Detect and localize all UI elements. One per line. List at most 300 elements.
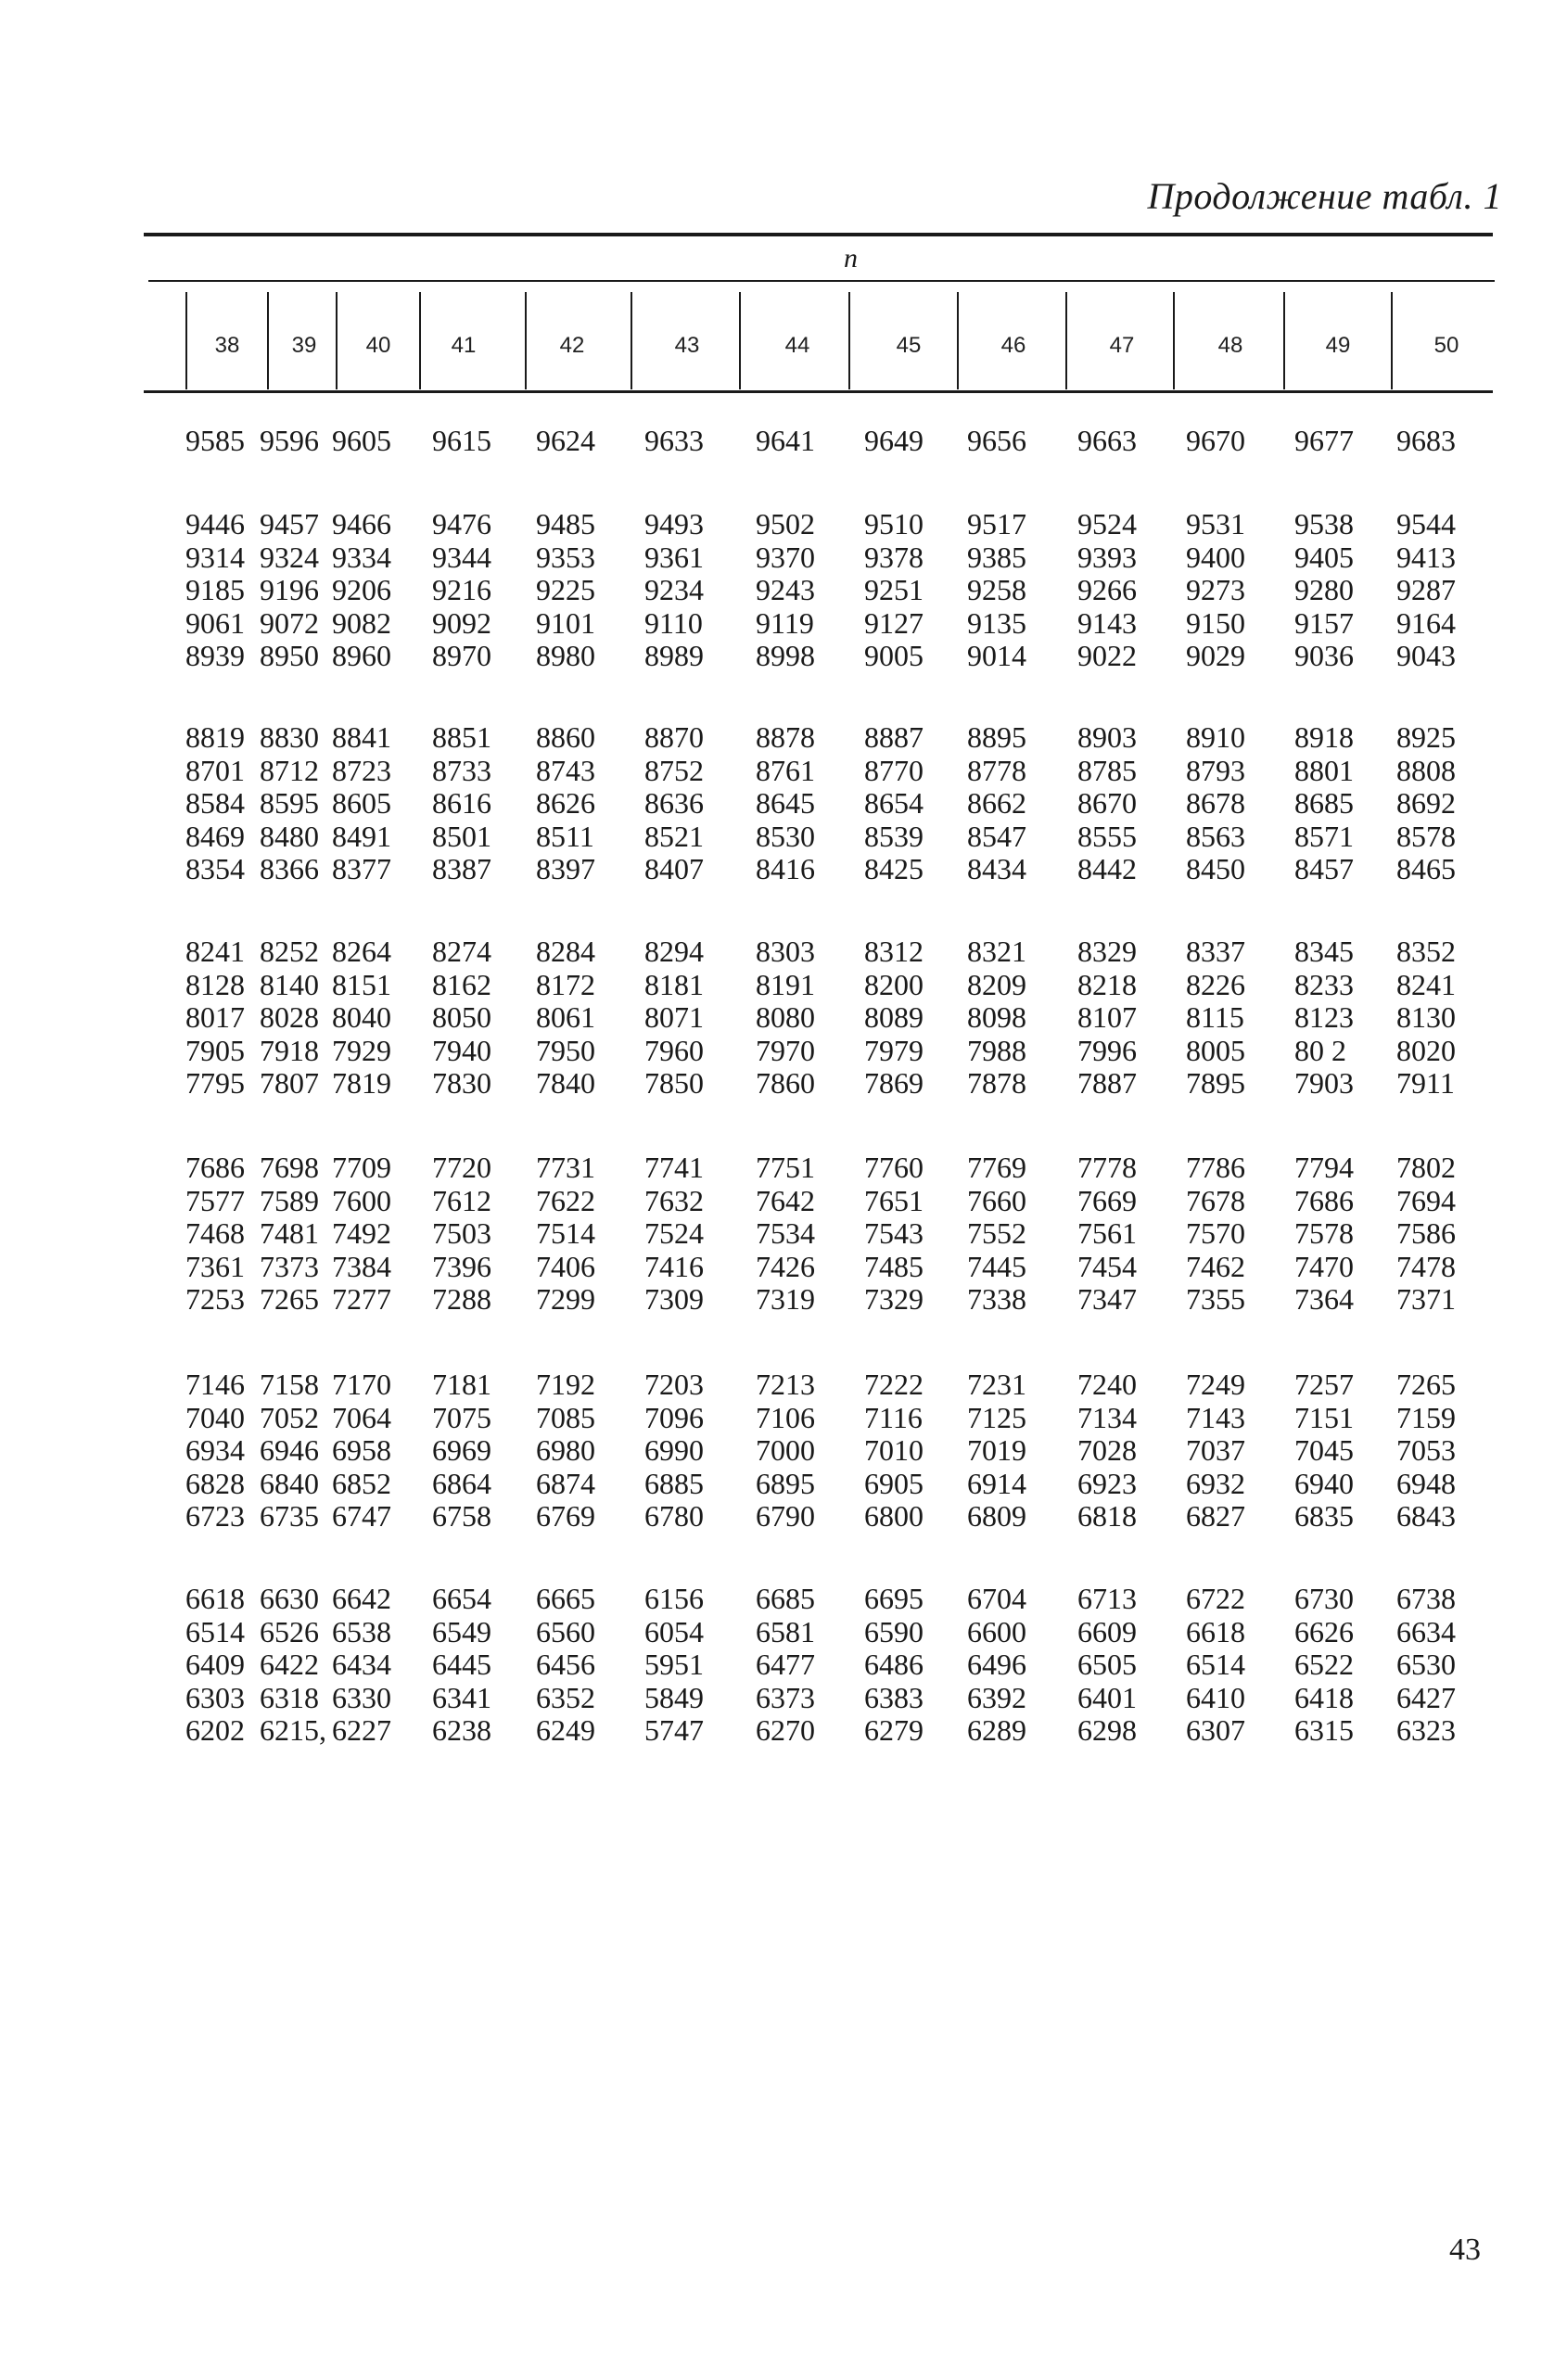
- table-cell: 6730: [1294, 1582, 1354, 1615]
- table-cell: 7589: [260, 1183, 319, 1217]
- table-row: [0, 574, 1567, 607]
- table-cell: 6383: [864, 1680, 924, 1714]
- table-row: [0, 1648, 1567, 1682]
- table-cell: 7019: [967, 1433, 1026, 1467]
- table-cell: 6505: [1077, 1648, 1137, 1681]
- table-cell: 6895: [756, 1466, 815, 1500]
- table-cell: 6738: [1396, 1582, 1456, 1615]
- table-cell: 8785: [1077, 753, 1137, 787]
- table-cell: 8040: [332, 1000, 391, 1034]
- table-cell: 7010: [864, 1433, 924, 1467]
- table-cell: 8841: [332, 720, 391, 754]
- header-divider-rule: [148, 280, 1495, 282]
- table-cell: 9683: [1396, 424, 1456, 457]
- table-cell: 9378: [864, 540, 924, 574]
- table-cell: 9225: [536, 573, 595, 606]
- table-cell: 7651: [864, 1183, 924, 1217]
- table-cell: 8530: [756, 819, 815, 853]
- table-cell: 9393: [1077, 540, 1137, 574]
- table-cell: 6456: [536, 1648, 595, 1681]
- table-cell: 9234: [644, 573, 704, 606]
- column-header: 38: [214, 333, 240, 358]
- header-column-divider: [848, 292, 850, 389]
- table-cell: 6665: [536, 1582, 595, 1615]
- table-cell: 6940: [1294, 1466, 1354, 1500]
- table-cell: 6279: [864, 1713, 924, 1747]
- table-cell: 9531: [1186, 507, 1245, 541]
- table-cell: 7960: [644, 1033, 704, 1067]
- table-cell: 9127: [864, 605, 924, 640]
- table-cell: 7288: [432, 1282, 491, 1316]
- header-column-divider: [739, 292, 741, 389]
- table-cell: 9413: [1396, 540, 1456, 574]
- table-cell: 6618: [185, 1582, 245, 1615]
- table-cell: 6486: [864, 1648, 924, 1681]
- table-cell: 6318: [260, 1680, 319, 1714]
- table-cell: 9314: [185, 540, 245, 574]
- column-header: 40: [365, 333, 391, 358]
- table-cell: 6298: [1077, 1713, 1137, 1747]
- table-cell: 7503: [432, 1216, 491, 1250]
- table-cell: 7786: [1186, 1151, 1245, 1184]
- table-cell: 5849: [644, 1680, 704, 1714]
- table-cell: 9258: [967, 573, 1026, 606]
- table-cell: 9677: [1294, 424, 1354, 457]
- table-cell: 6514: [1186, 1648, 1245, 1681]
- table-cell: 8123: [1294, 1000, 1354, 1034]
- table-cell: 7053: [1396, 1433, 1456, 1467]
- column-group-label: n: [844, 243, 858, 274]
- table-row: [0, 1185, 1567, 1218]
- table-cell: 9119: [756, 605, 814, 640]
- table-cell: 7905: [185, 1033, 245, 1067]
- table-cell: 6685: [756, 1582, 815, 1615]
- table-cell: 7329: [864, 1282, 924, 1316]
- table-cell: 8939: [185, 639, 245, 672]
- table-cell: 7807: [260, 1066, 319, 1100]
- table-cell: 7586: [1396, 1216, 1456, 1250]
- table-cell: 7578: [1294, 1216, 1354, 1250]
- table-cell: 8723: [332, 753, 391, 787]
- table-cell: 6581: [756, 1614, 815, 1648]
- table-cell: 6642: [332, 1582, 391, 1615]
- table-cell: 7170: [332, 1368, 391, 1401]
- row-group: [0, 1152, 1567, 1317]
- table-cell: 6307: [1186, 1713, 1245, 1747]
- table-row: [0, 1001, 1567, 1035]
- table-cell: 7751: [756, 1151, 815, 1184]
- table-cell: 8793: [1186, 753, 1245, 787]
- table-cell: 7462: [1186, 1249, 1245, 1283]
- table-cell: 9266: [1077, 573, 1137, 606]
- table-row: [0, 1035, 1567, 1068]
- table-cell: 8571: [1294, 819, 1354, 853]
- table-cell: 7660: [967, 1183, 1026, 1217]
- table-cell: 8903: [1077, 720, 1137, 754]
- table-cell: 8130: [1396, 1000, 1456, 1034]
- table-cell: 9510: [864, 507, 924, 541]
- table-cell: 8366: [260, 852, 319, 885]
- table-cell: 6514: [185, 1614, 245, 1648]
- table-cell: 8416: [756, 852, 815, 885]
- table-cell: 6373: [756, 1680, 815, 1714]
- table-cell: 8925: [1396, 720, 1456, 754]
- table-cell: 6874: [536, 1466, 595, 1500]
- table-cell: 8539: [864, 819, 924, 853]
- table-cell: 6227: [332, 1713, 391, 1747]
- table-cell: 6818: [1077, 1499, 1137, 1533]
- table-cell: 7709: [332, 1151, 391, 1184]
- table-row: [0, 1402, 1567, 1435]
- table-cell: 7577: [185, 1183, 245, 1217]
- table-row: [0, 607, 1567, 641]
- table-cell: 7869: [864, 1066, 924, 1100]
- table-cell: 9110: [644, 605, 703, 640]
- table-cell: 6530: [1396, 1648, 1456, 1681]
- table-cell: 9544: [1396, 507, 1456, 541]
- table-cell: 8442: [1077, 852, 1137, 885]
- table-cell: 6289: [967, 1713, 1026, 1747]
- table-cell: 8450: [1186, 852, 1245, 885]
- table-cell: 7918: [260, 1033, 319, 1067]
- table-cell: 5951: [644, 1648, 704, 1681]
- header-column-divider: [185, 292, 187, 389]
- table-cell: 6341: [432, 1680, 491, 1714]
- table-cell: 6735: [260, 1499, 319, 1533]
- table-cell: 7052: [260, 1400, 319, 1434]
- table-cell: 9101: [536, 605, 595, 640]
- table-cell: 8377: [332, 852, 391, 885]
- table-cell: 8778: [967, 753, 1026, 787]
- table-row: [0, 1217, 1567, 1251]
- table-cell: 8870: [644, 720, 704, 754]
- table-cell: 8050: [432, 1000, 491, 1034]
- table-cell: 9633: [644, 424, 704, 457]
- table-cell: 9641: [756, 424, 815, 457]
- column-header: 39: [291, 333, 317, 358]
- table-cell: 6780: [644, 1499, 704, 1533]
- table-cell: 7040: [185, 1400, 245, 1434]
- table-cell: 5747: [644, 1713, 704, 1747]
- table-cell: 6352: [536, 1680, 595, 1714]
- table-cell: 6758: [432, 1499, 491, 1533]
- table-cell: 7819: [332, 1066, 391, 1100]
- column-header: 45: [896, 333, 922, 358]
- table-cell: 9082: [332, 605, 391, 640]
- table-cell: 6843: [1396, 1499, 1456, 1533]
- table-cell: 7600: [332, 1183, 391, 1217]
- table-cell: 8860: [536, 720, 595, 754]
- table-cell: 7454: [1077, 1249, 1137, 1283]
- table-cell: 7213: [756, 1368, 815, 1401]
- table-cell: 8352: [1396, 935, 1456, 968]
- table-cell: 7996: [1077, 1033, 1137, 1067]
- table-cell: 6923: [1077, 1466, 1137, 1500]
- table-row: [0, 1368, 1567, 1402]
- table-cell: 9157: [1294, 605, 1354, 640]
- table-cell: 7355: [1186, 1282, 1245, 1316]
- table-cell: 8950: [260, 639, 319, 672]
- table-cell: 7265: [1396, 1368, 1456, 1401]
- table-cell: 6238: [432, 1713, 491, 1747]
- row-group: [0, 935, 1567, 1101]
- table-cell: 6828: [185, 1466, 245, 1500]
- table-cell: 6392: [967, 1680, 1026, 1714]
- table-cell: 8061: [536, 1000, 595, 1034]
- table-cell: 9538: [1294, 507, 1354, 541]
- table-cell: 7309: [644, 1282, 704, 1316]
- table-cell: 6409: [185, 1648, 245, 1681]
- table-cell: 7361: [185, 1249, 245, 1283]
- table-cell: 7632: [644, 1183, 704, 1217]
- table-cell: 9196: [260, 573, 319, 606]
- table-cell: 9385: [967, 540, 1026, 574]
- table-row: [0, 969, 1567, 1002]
- table-row: [0, 1434, 1567, 1468]
- table-row: [0, 1500, 1567, 1534]
- table-row: [0, 640, 1567, 673]
- table-cell: 6418: [1294, 1680, 1354, 1714]
- table-cell: 6934: [185, 1433, 245, 1467]
- table-cell: 7231: [967, 1368, 1026, 1401]
- table-cell: 9061: [185, 605, 245, 640]
- table-row: [0, 508, 1567, 541]
- table-cell: 6914: [967, 1466, 1026, 1500]
- table-cell: 8770: [864, 753, 924, 787]
- table-cell: 9466: [332, 507, 391, 541]
- table-cell: 8098: [967, 1000, 1026, 1034]
- table-cell: 9670: [1186, 424, 1245, 457]
- table-cell: 8980: [536, 639, 595, 672]
- table-cell: 9324: [260, 540, 319, 574]
- table-cell: 9164: [1396, 605, 1456, 640]
- table-row: [0, 935, 1567, 969]
- table-cell: 8662: [967, 786, 1026, 820]
- table-cell: 6723: [185, 1499, 245, 1533]
- table-cell: 6747: [332, 1499, 391, 1533]
- table-cell: 6202: [185, 1713, 245, 1747]
- table-cell: 7416: [644, 1249, 704, 1283]
- table-cell: 8005: [1186, 1033, 1245, 1067]
- table-cell: 9585: [185, 424, 245, 457]
- table-row: [0, 425, 1567, 458]
- table-cell: 9457: [260, 507, 319, 541]
- table-cell: 6522: [1294, 1648, 1354, 1681]
- row-group: [0, 508, 1567, 673]
- table-cell: 8480: [260, 819, 319, 853]
- table-cell: 6330: [332, 1680, 391, 1714]
- table-cell: 8595: [260, 786, 319, 820]
- table-cell: 6864: [432, 1466, 491, 1500]
- table-cell: 8140: [260, 967, 319, 1001]
- table-cell: 6249: [536, 1713, 595, 1747]
- table-cell: 9251: [864, 573, 924, 606]
- table-cell: 9353: [536, 540, 595, 574]
- table-cell: 9344: [432, 540, 491, 574]
- table-cell: 6600: [967, 1614, 1026, 1648]
- table-cell: 8808: [1396, 753, 1456, 787]
- table-cell: 6626: [1294, 1614, 1354, 1648]
- table-cell: 6609: [1077, 1614, 1137, 1648]
- table-top-rule: [144, 233, 1493, 236]
- table-cell: 8080: [756, 1000, 815, 1034]
- column-header: 41: [451, 333, 477, 358]
- table-cell: 8654: [864, 786, 924, 820]
- table-row: [0, 1682, 1567, 1715]
- table-cell: 9022: [1077, 639, 1137, 672]
- table-cell: 8878: [756, 720, 815, 754]
- table-cell: 6156: [644, 1582, 704, 1615]
- table-caption: Продолжение табл. 1: [1147, 175, 1502, 217]
- row-group: [0, 1583, 1567, 1748]
- table-row: [0, 787, 1567, 821]
- table-cell: 8329: [1077, 935, 1137, 968]
- table-cell: 8547: [967, 819, 1026, 853]
- table-cell: 8209: [967, 967, 1026, 1001]
- table-row: [0, 755, 1567, 788]
- table-cell: 7622: [536, 1183, 595, 1217]
- table-cell: 9361: [644, 540, 704, 574]
- table-cell: 7988: [967, 1033, 1026, 1067]
- table-cell: 6852: [332, 1466, 391, 1500]
- table-cell: 6496: [967, 1648, 1026, 1681]
- table-cell: 7686: [185, 1151, 245, 1184]
- table-cell: 8743: [536, 753, 595, 787]
- table-row: [0, 721, 1567, 755]
- table-cell: 7426: [756, 1249, 815, 1283]
- table-cell: 9624: [536, 424, 595, 457]
- header-column-divider: [1283, 292, 1285, 389]
- table-cell: 8107: [1077, 1000, 1137, 1034]
- table-cell: 7940: [432, 1033, 491, 1067]
- table-cell: 8712: [260, 753, 319, 787]
- table-cell: 8407: [644, 852, 704, 885]
- table-cell: 8830: [260, 720, 319, 754]
- table-cell: 8337: [1186, 935, 1245, 968]
- table-cell: 7552: [967, 1216, 1026, 1250]
- table-cell: 7895: [1186, 1066, 1245, 1100]
- table-cell: 7524: [644, 1216, 704, 1250]
- table-cell: 7642: [756, 1183, 815, 1217]
- table-cell: 7192: [536, 1368, 595, 1401]
- page-number: 43: [1449, 2233, 1481, 2267]
- table-cell: 7299: [536, 1282, 595, 1316]
- table-cell: 9502: [756, 507, 815, 541]
- table-row: [0, 1714, 1567, 1748]
- table-cell: 6477: [756, 1648, 815, 1681]
- table-cell: 9014: [967, 639, 1026, 672]
- column-header: 46: [1000, 333, 1026, 358]
- table-cell: 8397: [536, 852, 595, 885]
- table-cell: 9649: [864, 424, 924, 457]
- table-cell: 8970: [432, 639, 491, 672]
- table-cell: 6840: [260, 1466, 319, 1500]
- table-cell: 7769: [967, 1151, 1026, 1184]
- row-group: [0, 1368, 1567, 1534]
- table-cell: 6835: [1294, 1499, 1354, 1533]
- table-cell: 6323: [1396, 1713, 1456, 1747]
- table-cell: 7950: [536, 1033, 595, 1067]
- table-cell: 8457: [1294, 852, 1354, 885]
- table-cell: 9273: [1186, 573, 1245, 606]
- table-cell: 9334: [332, 540, 391, 574]
- table-cell: 8274: [432, 935, 491, 968]
- table-cell: 6948: [1396, 1466, 1456, 1500]
- table-cell: 7037: [1186, 1433, 1245, 1467]
- table-cell: 7970: [756, 1033, 815, 1067]
- table-cell: 8303: [756, 935, 815, 968]
- table-cell: 8584: [185, 786, 245, 820]
- table-cell: 7253: [185, 1282, 245, 1316]
- table-row: [0, 853, 1567, 886]
- table-cell: 7468: [185, 1216, 245, 1250]
- table-row: [0, 1283, 1567, 1317]
- table-row: [0, 1583, 1567, 1616]
- table-cell: 9243: [756, 573, 815, 606]
- table-cell: 7146: [185, 1368, 245, 1401]
- table-cell: 8670: [1077, 786, 1137, 820]
- table-cell: 7347: [1077, 1282, 1137, 1316]
- table-cell: 8989: [644, 639, 704, 672]
- table-cell: 7878: [967, 1066, 1026, 1100]
- table-cell: 7116: [864, 1400, 923, 1434]
- table-row: [0, 1067, 1567, 1101]
- table-cell: 7860: [756, 1066, 815, 1100]
- table-cell: 7096: [644, 1400, 704, 1434]
- table-cell: 8387: [432, 852, 491, 885]
- header-bottom-rule: [144, 390, 1493, 393]
- table-cell: 8960: [332, 639, 391, 672]
- table-cell: 6560: [536, 1614, 595, 1648]
- table-row: [0, 821, 1567, 854]
- table-cell: 6704: [967, 1582, 1026, 1615]
- table-cell: 9216: [432, 573, 491, 606]
- table-cell: 7669: [1077, 1183, 1137, 1217]
- table-cell: 7478: [1396, 1249, 1456, 1283]
- table-cell: 6827: [1186, 1499, 1245, 1533]
- header-column-divider: [419, 292, 421, 389]
- table-cell: 7134: [1077, 1400, 1137, 1434]
- table-cell: 9605: [332, 424, 391, 457]
- table-row: [0, 1468, 1567, 1501]
- table-cell: 8998: [756, 639, 815, 672]
- table-cell: 8028: [260, 1000, 319, 1034]
- table-cell: 7470: [1294, 1249, 1354, 1283]
- table-cell: 8241: [185, 935, 245, 968]
- table-cell: 9206: [332, 573, 391, 606]
- table-cell: 8678: [1186, 786, 1245, 820]
- table-cell: 6270: [756, 1713, 815, 1747]
- table-cell: 6590: [864, 1614, 924, 1648]
- table-cell: 9405: [1294, 540, 1354, 574]
- table-cell: 7741: [644, 1151, 704, 1184]
- table-cell: 9524: [1077, 507, 1137, 541]
- row-group: [0, 425, 1567, 458]
- table-row: [0, 1616, 1567, 1649]
- table-cell: 8345: [1294, 935, 1354, 968]
- column-header: 43: [674, 333, 700, 358]
- table-cell: 7384: [332, 1249, 391, 1283]
- table-cell: 6722: [1186, 1582, 1245, 1615]
- table-cell: 7143: [1186, 1400, 1245, 1434]
- table-cell: 8895: [967, 720, 1026, 754]
- table-cell: 6410: [1186, 1680, 1245, 1714]
- table-cell: 8089: [864, 1000, 924, 1034]
- column-header: 49: [1325, 333, 1351, 358]
- column-header: 47: [1109, 333, 1135, 358]
- table-cell: 7570: [1186, 1216, 1245, 1250]
- table-cell: 8162: [432, 967, 491, 1001]
